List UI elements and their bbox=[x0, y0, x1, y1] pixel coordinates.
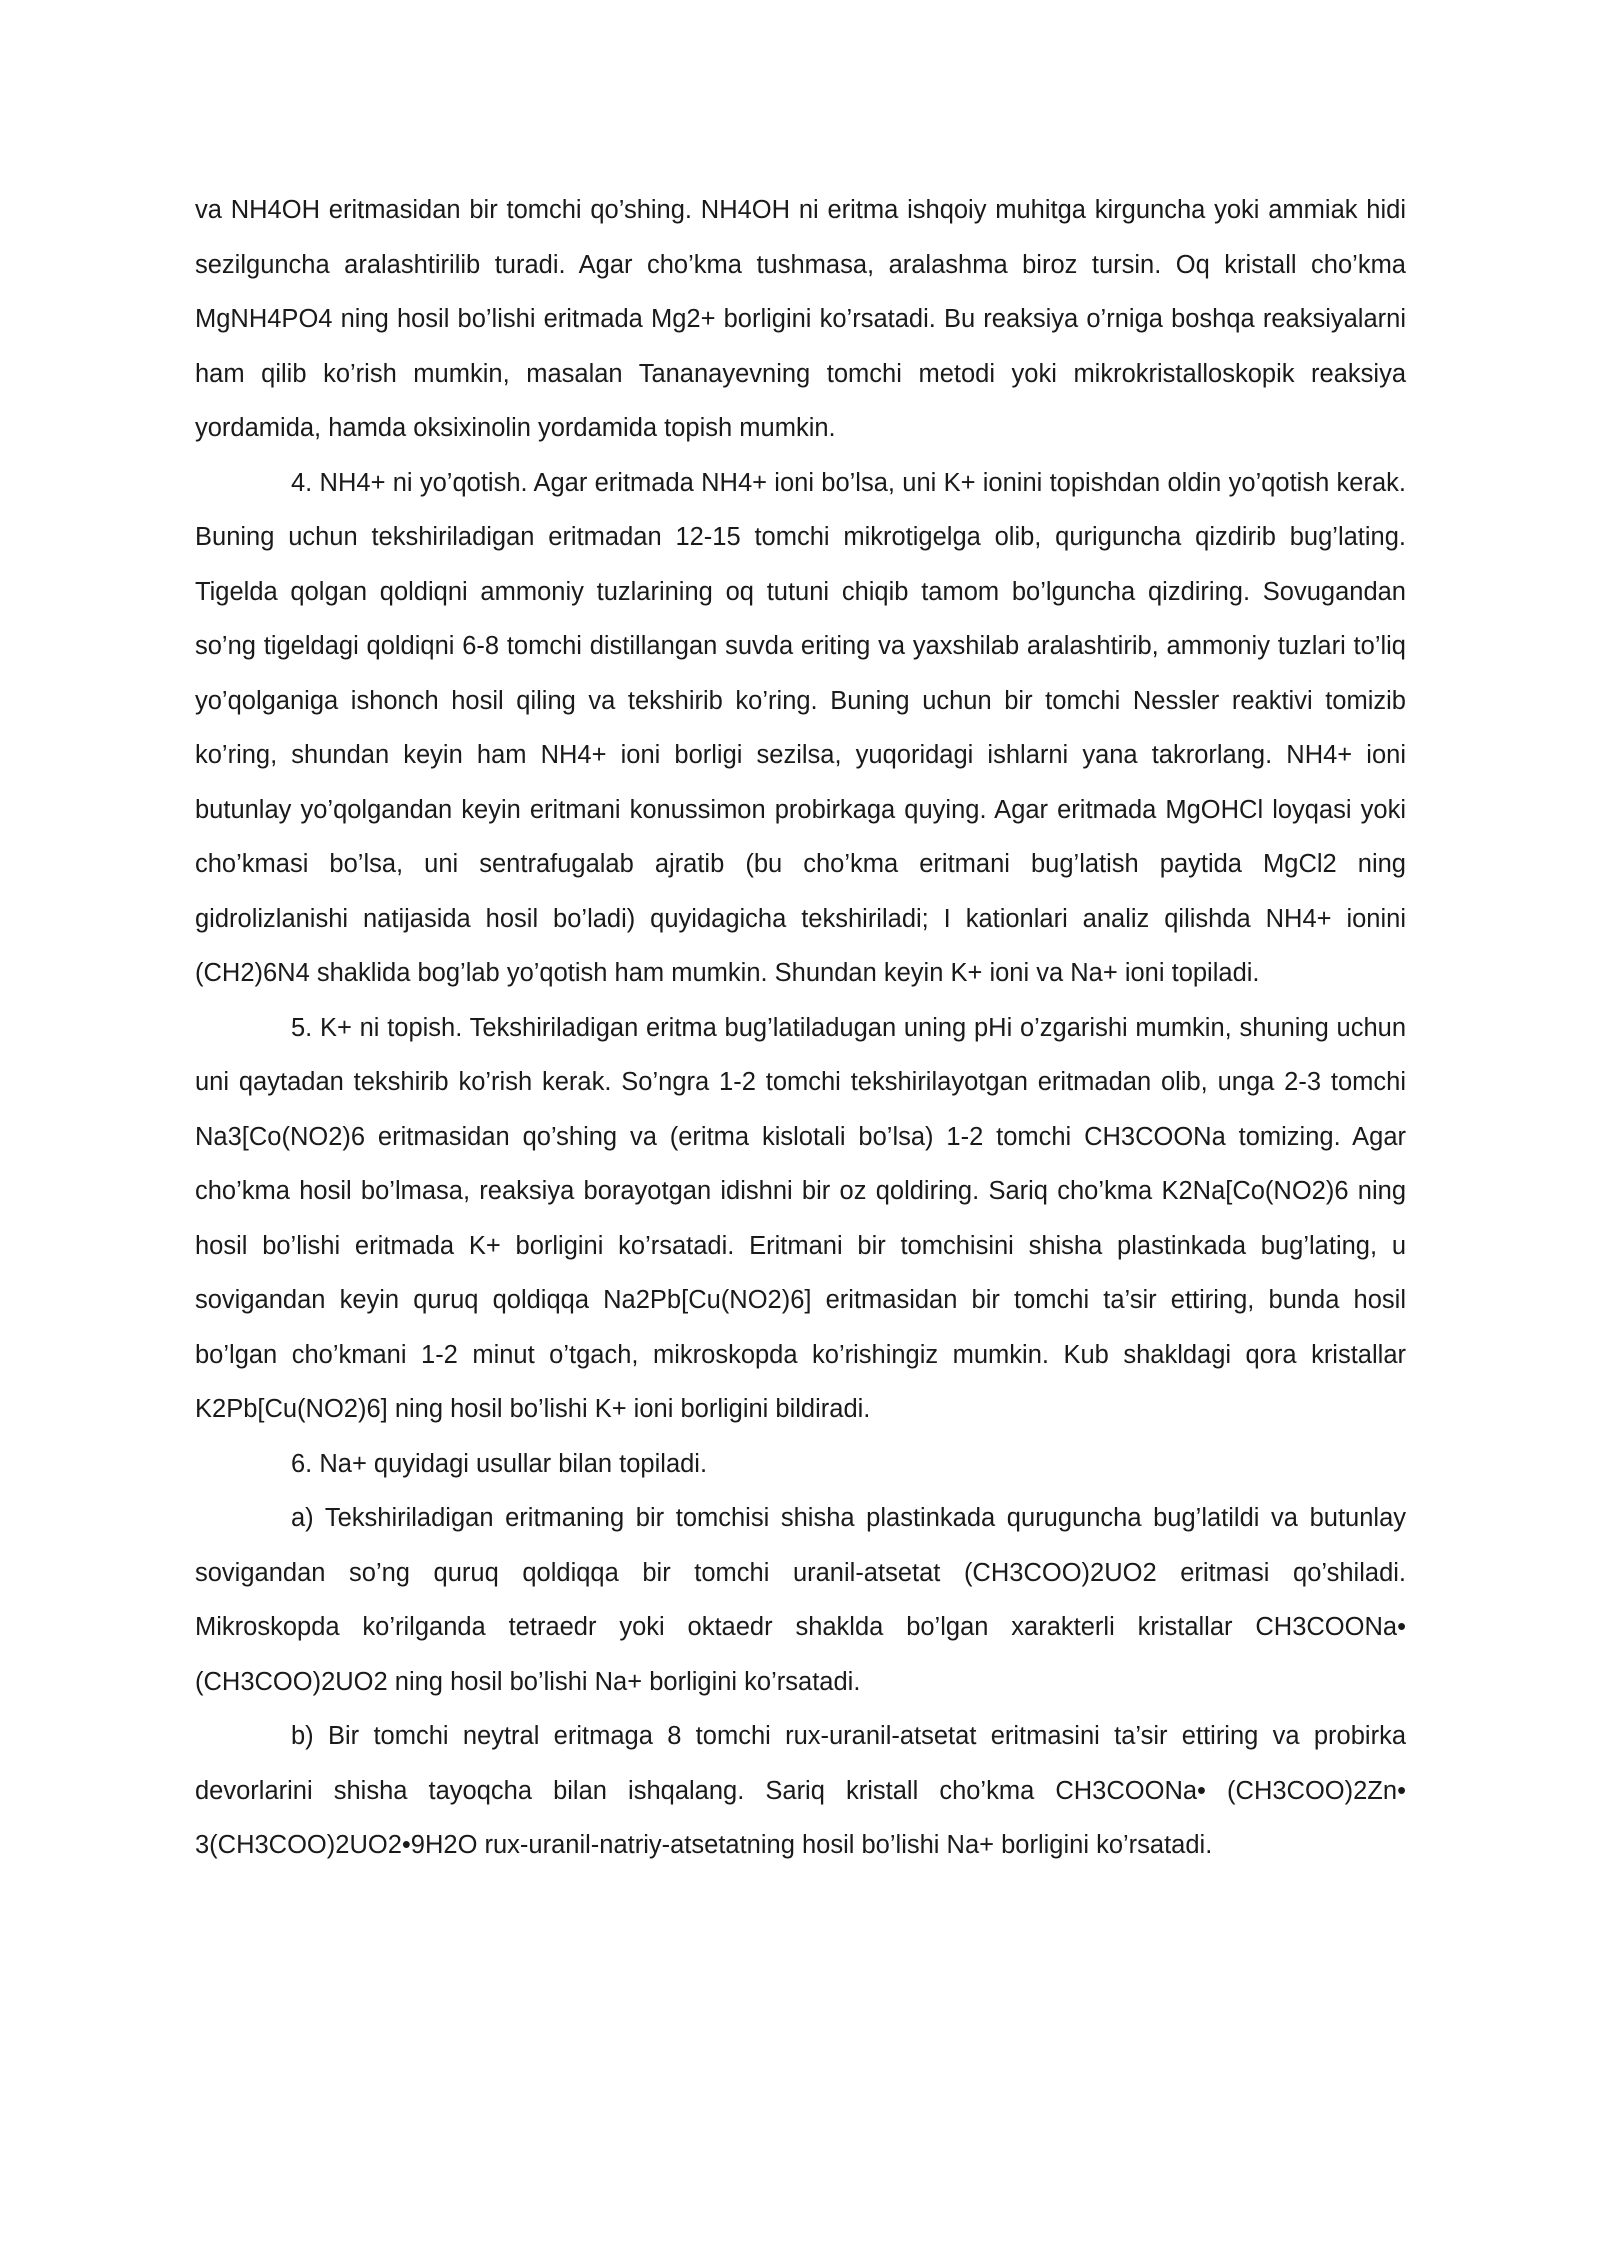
paragraph-continuation: va NH4OH eritmasidan bir tomchi qo’shing. NH4OH ni eritma ishqoiy muhitga kirguncha yoki ammiak hidi sezilguncha aralashtirilib turadi. Agar cho’kma tushmasa, aralashma biroz tursin. Oq kristall cho’kma MgNH4PO4 ning hosil bo’lishi eritmada Mg2+ borligini ko’rsatadi. Bu reaksiya o’rniga boshqa reaksiyalarni ham qilib ko’rish mumkin, masalan Tananayevning tomchi metodi yoki mikrokristalloskopik reaksiya yordamida, hamda oksixinolin yordamida topish mumkin. bbox=[195, 196, 1406, 442]
document-page bbox=[195, 183, 1406, 1873]
paragraph-step-6-na-detection: 6. Na+ quyidagi usullar bilan topiladi. bbox=[291, 1449, 708, 1478]
paragraph-step-5-k-detection: 5. K+ ni topish. Tekshiriladigan eritma bug’latiladugan uning pHi o’zgarishi mumkin, shuning uchun uni qaytadan tekshirib ko’rish kerak. So’ngra 1-2 tomchi tekshirilayotgan eritmadan olib, unga 2-3 tomchi Na3[Co(NO2)6 eritmasidan qo’shing va (eritma kislotali bo’lsa) 1-2 tomchi CH3COONa tomizing. Agar cho’kma hosil bo’lmasa, reaksiya borayotgan idishni bir oz qoldiring. Sariq cho’kma K2Na[Co(NO2)6 ning hosil bo’lishi eritmada K+ borligini ko’rsatadi. Eritmani bir tomchisini shisha plastinkada bug’lating, u sovigandan keyin quruq qoldiqqa Na2Pb[Cu(NO2)6] eritmasidan bir tomchi ta’sir ettiring, bunda hosil bo’lgan cho’kmani 1-2 minut o’tgach, mikroskopda ko’rishingiz mumkin. Kub shakldagi qora kristallar K2Pb[Cu(NO2)6] ning hosil bo’lishi K+ ioni borligini bildiradi. bbox=[195, 1013, 1406, 1423]
paragraph-step-6b: b) Bir tomchi neytral eritmaga 8 tomchi rux-uranil-atsetat eritmasini ta’sir ettiring va probirka devorlarini shisha tayoqcha bilan ishqalang. Sariq kristall cho’kma CH3COONa• (CH3COO)2Zn• 3(CH3COO)2UO2•9H2O rux-uranil-natriy-atsetatning hosil bo’lishi Na+ borligini ko’rsatadi. bbox=[195, 1722, 1406, 1859]
paragraph-step-4-nh4-removal: 4. NH4+ ni yo’qotish. Agar eritmada NH4+ ioni bo’lsa, uni K+ ionini topishdan oldin yo’qotish kerak. Buning uchun tekshiriladigan eritmadan 12-15 tomchi mikrotigelga olib, quriguncha qizdirib bug’lating. Tigelda qolgan qoldiqni ammoniy tuzlarining oq tutuni chiqib tamom bo’lguncha qizdiring. Sovugandan so’ng tigeldagi qoldiqni 6-8 tomchi distillangan suvda eriting va yaxshilab aralashtirib, ammoniy tuzlari to’liq yo’qolganiga ishonch hosil qiling va tekshirib ko’ring. Buning uchun bir tomchi Nessler reaktivi tomizib ko’ring, shundan keyin ham NH4+ ioni borligi sezilsa, yuqoridagi ishlarni yana takrorlang. NH4+ ioni butunlay yo’qolgandan keyin eritmani konussimon probirkaga quying. Agar eritmada MgOHCl loyqasi yoki cho’kmasi bo’lsa, uni sentrafugalab ajratib (bu cho’kma eritmani bug’latish paytida MgCl2 ning gidrolizlanishi natijasida hosil bo’ladi) quyidagicha tekshiriladi; I kationlari analiz qilishda NH4+ ionini (CH2)6N4 shaklida bog’lab yo’qotish ham mumkin. Shundan keyin K+ ioni va Na+ ioni topiladi. bbox=[195, 468, 1406, 987]
paragraph-step-6a: a) Tekshiriladigan eritmaning bir tomchisi shisha plastinkada qurugunchа bug’latildi va butunlay sovigandan so’ng quruq qoldiqqa bir tomchi uranil-atsetat (CH3COO)2UO2 eritmasi qo’shiladi. Mikroskopda ko’rilganda tetraedr yoki oktaedr shaklda bo’lgan xarakterli kristallar CH3COONa• (CH3COO)2UO2 ning hosil bo’lishi Na+ borligini ko’rsatadi. bbox=[195, 1504, 1406, 1696]
